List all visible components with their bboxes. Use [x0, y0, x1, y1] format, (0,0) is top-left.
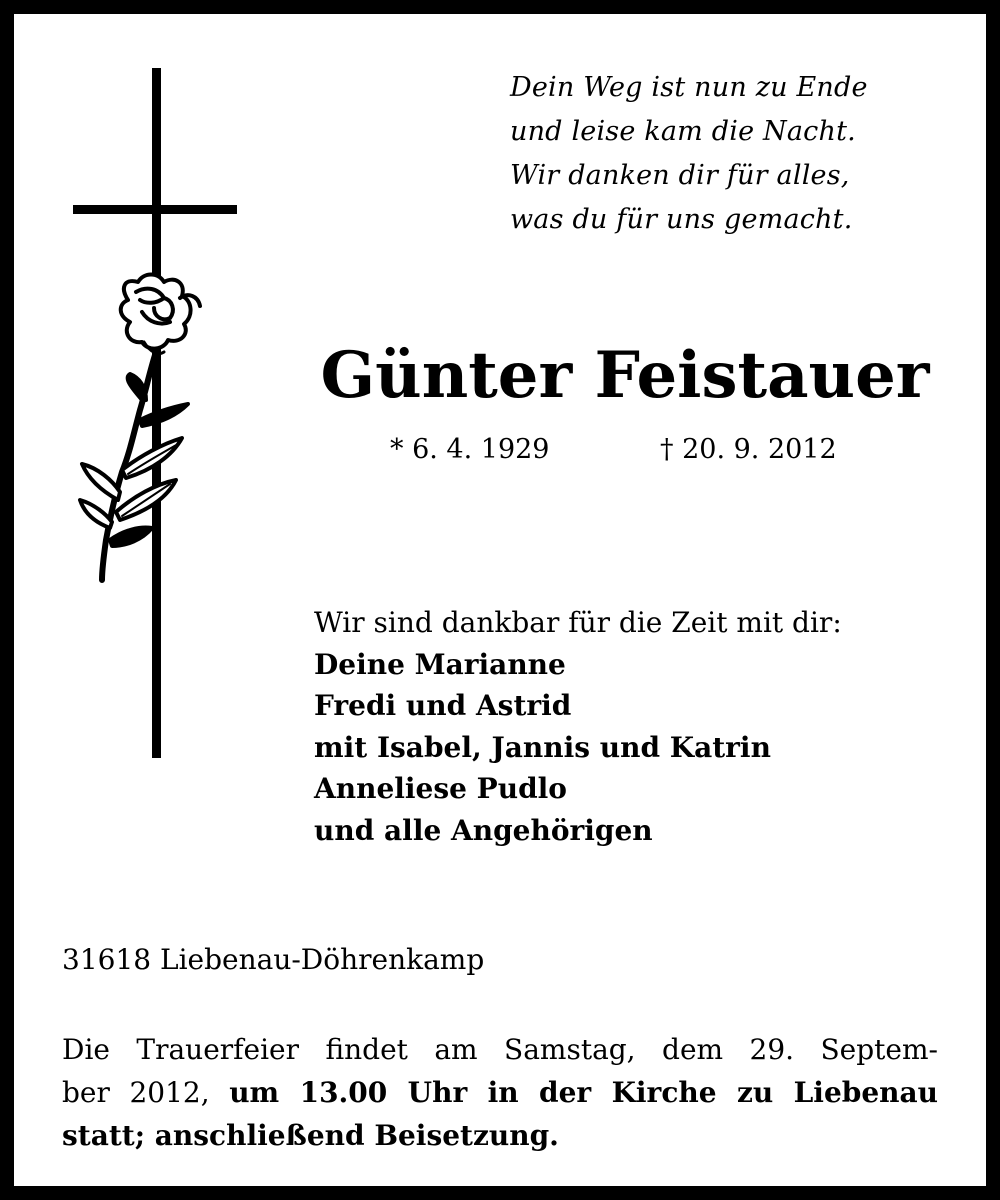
funeral-service-info — [62, 1028, 938, 1157]
cross-with-rose — [60, 60, 260, 770]
service-line: Die Trauerfeier findet am Samstag, dem 29. Septem- — [62, 1033, 938, 1066]
rose-icon — [80, 275, 200, 581]
family-member: Deine Marianne — [314, 647, 566, 681]
family-intro: Wir sind dankbar für die Zeit mit dir: — [314, 606, 842, 639]
family-member: Anneliese Pudlo — [314, 772, 567, 805]
death-date: † 20. 9. 2012 — [660, 434, 837, 465]
memorial-poem — [510, 66, 970, 242]
deceased-name: Günter Feistauer — [320, 338, 930, 413]
family-member: mit Isabel, Jannis und Katrin — [314, 730, 771, 764]
service-line — [62, 1114, 938, 1157]
service-burial: statt; anschließend Beisetzung. — [62, 1119, 559, 1152]
poem-line: Dein Weg ist nun zu Ende — [510, 72, 868, 103]
birth-date: * 6. 4. 1929 — [390, 434, 550, 465]
poem-line: was du für uns gemacht. — [510, 204, 853, 235]
address: 31618 Liebenau-Döhrenkamp — [62, 943, 485, 976]
poem-line: und leise kam die Nacht. — [510, 116, 856, 147]
service-time-location: um 13.00 Uhr in der Kirche zu Liebenau — [229, 1076, 939, 1109]
family-member: und alle Angehörigen — [314, 813, 653, 847]
family-signatures — [314, 602, 974, 851]
service-date-text: ber 2012, — [62, 1076, 210, 1109]
family-member: Fredi und Astrid — [314, 689, 572, 722]
poem-line: Wir danken dir für alles, — [510, 160, 850, 191]
service-line — [62, 1071, 938, 1114]
